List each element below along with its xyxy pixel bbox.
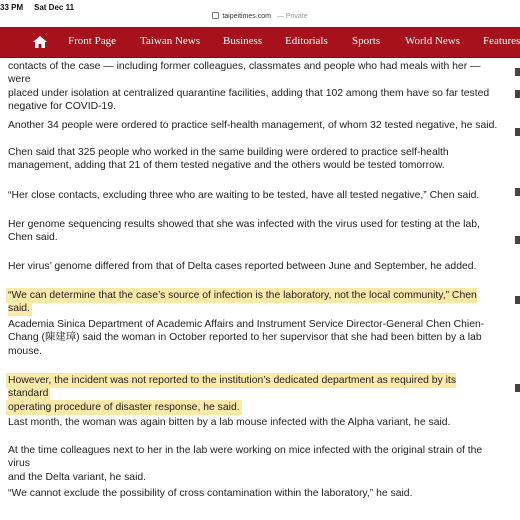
- sidebar-marker: [515, 236, 520, 244]
- status-date: Sat Dec 11: [34, 3, 75, 12]
- sidebar-marker: [515, 384, 520, 392]
- nav-editorials[interactable]: Editorials: [285, 35, 328, 47]
- article-paragraph: Her virus’ genome differed from that of Delta cases reported between June and September, he added.: [8, 261, 477, 272]
- browsing-mode: [277, 13, 308, 20]
- status-time: 33 PM: [0, 3, 24, 12]
- highlighted-text: However, the incident was not reported to the institution’s dedicated department as required by its standard: [8, 375, 457, 400]
- home-icon[interactable]: [33, 36, 47, 48]
- url-separator: —: [276, 13, 284, 20]
- sidebar-marker: [515, 128, 520, 136]
- nav-business[interactable]: Business: [223, 35, 263, 47]
- article-paragraph-highlighted: [8, 289, 498, 316]
- sidebar-marker: [515, 188, 520, 196]
- article-paragraph: Academia Sinica Department of Academic Affairs and Instrument Service Director-General Chen Chien- Chang (陳建璋) said the woman in October reported to her supervisor that she had been bitten by a lab mouse.: [8, 319, 485, 357]
- article-paragraph: Her genome sequencing results showed that she was infected with the virus used for testing at the lab, Chen said.: [8, 219, 480, 244]
- highlighted-text: operating procedure of disaster response, he said.: [8, 401, 240, 413]
- nav-taiwan-news[interactable]: Taiwan News: [140, 35, 201, 47]
- nav-world-news[interactable]: World News: [405, 35, 461, 47]
- sidebar-marker: [515, 296, 520, 304]
- nav-front-page[interactable]: Front Page: [68, 35, 116, 47]
- sidebar-marker: [515, 68, 520, 76]
- sidebar-marker: [515, 90, 520, 98]
- browsing-mode-label: Private: [285, 13, 308, 20]
- article-paragraph: contacts of the case — including former colleagues, classmates and people who had meals with her — were placed under isolation at centralized quarantine facilities, adding that 102 among them have so far tested negative for COVID-19.: [8, 61, 490, 113]
- article-paragraph: “We cannot exclude the possibility of cross contamination within the laboratory,” he said.: [8, 488, 413, 499]
- nav-features[interactable]: Features: [483, 35, 520, 47]
- article-paragraph-highlighted: [8, 374, 498, 414]
- article-paragraph: Chen said that 325 people who worked in the same building were ordered to practice self-health management, adding that 21 of them tested negative and the others would be tested tomorrow.: [8, 147, 449, 172]
- article-paragraph: “Her close contacts, excluding three who are waiting to be tested, have all tested negative,” Chen said.: [8, 190, 480, 201]
- nav-sports[interactable]: Sports: [352, 35, 381, 47]
- article-paragraph: Another 34 people were ordered to practice self-health management, of whom 32 tested negative, he said.: [8, 120, 498, 131]
- highlighted-text: “We can determine that the case’s source of infection is the laboratory, not the local community,” Chen said.: [8, 290, 477, 315]
- main-nav-bar: [0, 27, 520, 58]
- url-bar[interactable]: [0, 12, 520, 26]
- lock-icon: [212, 12, 219, 19]
- url-domain: taipeitimes.com: [222, 13, 271, 20]
- article-paragraph: Last month, the woman was again bitten by a lab mouse infected with the Alpha variant, he said.: [8, 417, 451, 428]
- article-paragraph: At the time colleagues next to her in the lab were working on mice infected with the original strain of the virus and the Delta variant, he said.: [8, 445, 483, 483]
